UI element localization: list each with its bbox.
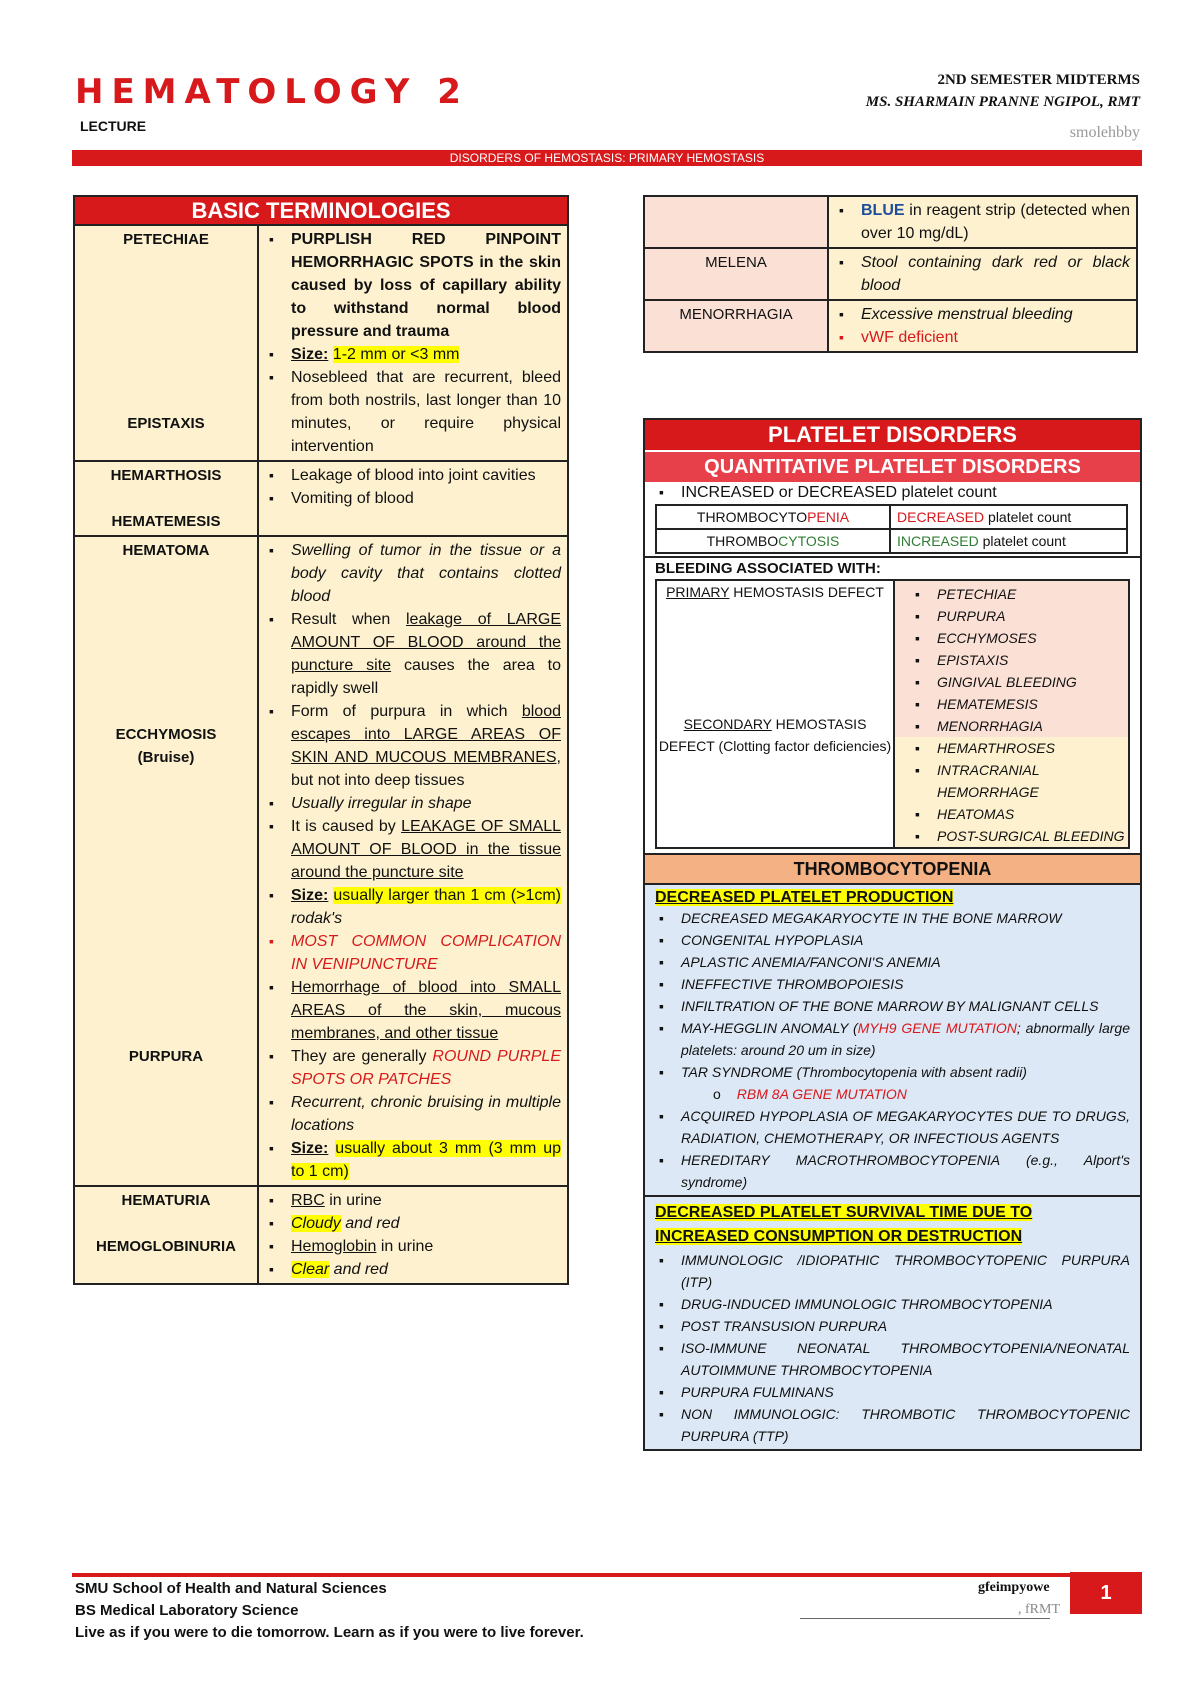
list-item: ▪ Clear and red bbox=[291, 1258, 561, 1281]
list-item: ▪ HEATOMAS bbox=[937, 803, 1128, 825]
term-hemarthosis: HEMARTHOSIS bbox=[110, 467, 222, 484]
bleeding-table bbox=[655, 579, 1130, 849]
list-item: ▪ PETECHIAE bbox=[937, 583, 1128, 605]
secondary-list bbox=[895, 737, 1128, 847]
professor-name: MS. SHARMAIN PRANNE NGIPOL, RMT bbox=[865, 94, 1140, 110]
production-list bbox=[655, 907, 1130, 1017]
table-row bbox=[644, 196, 1137, 248]
document-subtitle: LECTURE bbox=[80, 118, 147, 134]
footer-program: BS Medical Laboratory Science bbox=[75, 1602, 299, 1619]
list-item: ▪ Size: usually about 3 mm (3 mm up to 1 cm) bbox=[291, 1137, 561, 1183]
secondary-defect-label: SECONDARY HEMOSTASIS DEFECT (Clotting factor deficiencies) bbox=[658, 716, 892, 754]
footer-motto: Live as if you were to die tomorrow. Learn as if you were to live forever. bbox=[75, 1624, 584, 1641]
list-item: ▪ Vomiting of blood bbox=[291, 487, 561, 510]
table-row bbox=[74, 461, 568, 536]
platelet-disorders-box: PLATELET DISORDERS QUANTITATIVE PLATELET DISORDERS ▪ INCREASED or DECREASED platelet count THROMBOCYTOPENIA DECREASED platelet count THROMBOCYTOSIS INCREASED platelet count BLEEDING ASSOCIATED WITH: PRIMARY HEMOSTASIS DEFECT SECONDARY HEMOSTASIS DEFECT (Clotting factor deficiencies) ▪ PETECHIAE ▪ PURPURA ▪ ECCHYMOSES ▪ EPISTAXIS ▪ GINGIVAL BLEEDING ▪ HEMATEMESIS ▪ MENORRHAGIA ▪ HEMARTHROSES ▪ INTRACRANIAL HEMORRHAGE ▪ HEATOMAS ▪ POST-SURGICAL BLEEDING THROMBOCYTOPENIA DECREASED PLATELET PRODUCTION ▪ DECREASED MEGAKARYOCYTE IN THE BONE MARROW ▪ CONGENITAL HYPOPLASIA ▪ APLASTIC ANEMIA/FANCONI'S ANEMIA ▪ INEFFECTIVE THROMBOPOIESIS ▪ INFILTRATION OF THE BONE MARROW BY MALIGNANT CELLS ▪ MAY-HEGGLIN ANOMALY (MYH9 GENE MUTATION; abnormally large platelets: around 20 um in size) ▪ TAR SYNDROME (Thrombocytopenia with absent radii) o RBM 8A GENE MUTATION ▪ ACQUIRED HYPOPLASIA OF MEGAKARYOCYTES DUE TO DRUGS, RADIATION, CHEMOTHERAPY, OR INFECTIOUS AGENTS ▪ HEREDITARY MACROTHROMBOCYTOPENIA (e.g., Alport's syndrome) DECREASED PLATELET SURVIVAL TIME DUE TO INCREASED CONSUMPTION OR DESTRUCTION ▪ IMMUNOLOGIC /IDIOPATHIC THROMBOCYTOPENIC PURPURA (ITP) ▪ DRUG-INDUCED IMMUNOLOGIC THROMBOCYTOPENIA ▪ POST TRANSUSION PURPURA ▪ ISO-IMMUNE NEONATAL THROMBOCYTOPENIA/NEONATAL AUTOIMMUNE THROMBOCYTOPENIA ▪ PURPURA FULMINANS ▪ NON IMMUNOLOGIC: THROMBOTIC THROMBOCYTOPENIC PURPURA (TTP) bbox=[643, 418, 1142, 1451]
decreased-survival-title: DECREASED PLATELET SURVIVAL TIME DUE TO INCREASED CONSUMPTION OR DESTRUCTION bbox=[655, 1204, 1033, 1245]
list-item: ▪ Size: usually larger than 1 cm (>1cm) rodak's bbox=[291, 884, 561, 930]
list-item: ▪ DRUG-INDUCED IMMUNOLOGIC THROMBOCYTOPENIA bbox=[681, 1293, 1130, 1315]
table-row bbox=[644, 248, 1137, 300]
list-item: ▪ INEFFECTIVE THROMBOPOIESIS bbox=[681, 973, 1130, 995]
list-item: ▪ ACQUIRED HYPOPLASIA OF MEGAKARYOCYTES DUE TO DRUGS, RADIATION, CHEMOTHERAPY, OR INFECTIOUS AGENTS bbox=[681, 1105, 1130, 1149]
term-hematuria: HEMATURIA bbox=[121, 1192, 211, 1209]
list-item: ▪ Size: 1-2 mm or <3 mm bbox=[291, 343, 561, 366]
table-row bbox=[644, 300, 1137, 352]
term-menorrhagia: MENORRHAGIA bbox=[644, 300, 828, 352]
list-item: ▪ INTRACRANIAL HEMORRHAGE bbox=[937, 759, 1128, 803]
table-row: THROMBOCYTOSIS INCREASED platelet count bbox=[656, 529, 1127, 553]
list-item: ▪ PURPLISH RED PINPOINT HEMORRHAGIC SPOTS in the skin caused by loss of capillary ability to withstand normal blood pressure and trauma bbox=[291, 228, 561, 343]
list-item: ▪ NON IMMUNOLOGIC: THROMBOTIC THROMBOCYTOPENIC PURPURA (TTP) bbox=[681, 1403, 1130, 1447]
list-item: ▪ Result when leakage of LARGE AMOUNT OF BLOOD around the puncture site causes the area to rapidly swell bbox=[291, 608, 561, 700]
list-item: ▪ Stool containing dark red or black blood bbox=[861, 251, 1130, 297]
bleeding-label: BLEEDING ASSOCIATED WITH: bbox=[645, 556, 1140, 579]
table-heading: BASIC TERMINOLOGIES bbox=[74, 196, 568, 225]
decreased-production-title: DECREASED PLATELET PRODUCTION bbox=[655, 889, 954, 906]
frmt-label: , fRMT bbox=[1018, 1602, 1060, 1617]
list-item: ▪ Cloudy and red bbox=[291, 1212, 561, 1235]
list-item: ▪ IMMUNOLOGIC /IDIOPATHIC THROMBOCYTOPENIC PURPURA (ITP) bbox=[681, 1249, 1130, 1293]
list-item: ▪ APLASTIC ANEMIA/FANCONI'S ANEMIA bbox=[681, 951, 1130, 973]
list-item: ▪ PURPURA bbox=[937, 605, 1128, 627]
topic-band: DISORDERS OF HEMOSTASIS: PRIMARY HEMOSTASIS bbox=[72, 150, 1142, 166]
table-row bbox=[74, 1186, 568, 1284]
author-handle: smolehbby bbox=[1069, 124, 1140, 141]
list-item: ▪ Form of purpura in which blood escapes into LARGE AREAS OF SKIN AND MUCOUS MEMBRANES, but not into deep tissues bbox=[291, 700, 561, 792]
list-item: ▪ They are generally ROUND PURPLE SPOTS OR PATCHES bbox=[291, 1045, 561, 1091]
list-item: ▪ PURPURA FULMINANS bbox=[681, 1381, 1130, 1403]
list-item: ▪ POST TRANSUSION PURPURA bbox=[681, 1315, 1130, 1337]
table-row bbox=[74, 536, 568, 1186]
term-hemoglobinuria: HEMOGLOBINURIA bbox=[96, 1238, 236, 1255]
list-item: ▪ Nosebleed that are recurrent, bleed from both nostrils, last longer than 10 minutes, or require physical intervention bbox=[291, 366, 561, 458]
table-row: THROMBOCYTOPENIA DECREASED platelet count bbox=[656, 505, 1127, 529]
list-item: ▪ EPISTAXIS bbox=[937, 649, 1128, 671]
list-item: ▪ MENORRHAGIA bbox=[937, 715, 1128, 737]
page-number: 1 bbox=[1070, 1572, 1142, 1614]
footer-rule bbox=[72, 1573, 1132, 1577]
list-item: ▪ BLUE in reagent strip (detected when over 10 mg/dL) bbox=[861, 199, 1130, 245]
list-item: ▪ Excessive menstrual bleeding bbox=[861, 303, 1130, 326]
list-item: ▪ MOST COMMON COMPLICATION IN VENIPUNCTURE bbox=[291, 930, 561, 976]
list-item: ▪ ISO-IMMUNE NEONATAL THROMBOCYTOPENIA/NEONATAL AUTOIMMUNE THROMBOCYTOPENIA bbox=[681, 1337, 1130, 1381]
list-item: ▪ Swelling of tumor in the tissue or a body cavity that contains clotted blood bbox=[291, 539, 561, 608]
list-item: ▪ INFILTRATION OF THE BONE MARROW BY MALIGNANT CELLS bbox=[681, 995, 1130, 1017]
platelet-disorders-heading: PLATELET DISORDERS bbox=[645, 420, 1140, 450]
document-title: HEMATOLOGY 2 bbox=[75, 72, 469, 112]
list-item: ▪ Leakage of blood into joint cavities bbox=[291, 464, 561, 487]
list-item: ▪ CONGENITAL HYPOPLASIA bbox=[681, 929, 1130, 951]
term-purpura: PURPURA bbox=[128, 1048, 204, 1065]
term-ecchymosis: ECCHYMOSIS bbox=[115, 726, 217, 743]
basic-terminologies-table bbox=[73, 195, 569, 1285]
list-item: ▪ Recurrent, chronic bruising in multiple locations bbox=[291, 1091, 561, 1137]
list-item: ▪ INCREASED or DECREASED platelet count bbox=[681, 484, 1130, 502]
thrombocytopenia-heading: THROMBOCYTOPENIA bbox=[645, 853, 1140, 885]
signature-line bbox=[800, 1602, 1050, 1619]
production-list-2 bbox=[655, 1105, 1130, 1193]
term-melena: MELENA bbox=[644, 248, 828, 300]
primary-defect-label: PRIMARY HEMOSTASIS DEFECT bbox=[666, 584, 884, 600]
list-item: ▪ HEMATEMESIS bbox=[937, 693, 1128, 715]
list-item: ▪ ECCHYMOSES bbox=[937, 627, 1128, 649]
term-bruise: (Bruise) bbox=[137, 749, 195, 766]
list-item: ▪ MAY-HEGGLIN ANOMALY (MYH9 GENE MUTATION; abnormally large platelets: around 20 um in size) bbox=[681, 1017, 1130, 1061]
list-item: ▪ Hemorrhage of blood into SMALL AREAS of the skin, mucous membranes, and other tissue bbox=[291, 976, 561, 1045]
term-hematoma: HEMATOMA bbox=[122, 542, 210, 559]
quantitative-heading: QUANTITATIVE PLATELET DISORDERS bbox=[645, 450, 1140, 482]
survival-list bbox=[655, 1249, 1130, 1447]
list-item: ▪ TAR SYNDROME (Thrombocytopenia with absent radii) bbox=[681, 1061, 1130, 1083]
list-item: ▪ vWF deficient bbox=[861, 326, 1130, 349]
list-item: ▪ Usually irregular in shape bbox=[291, 792, 561, 815]
primary-list bbox=[895, 581, 1128, 737]
list-item: ▪ DECREASED MEGAKARYOCYTE IN THE BONE MARROW bbox=[681, 907, 1130, 929]
term-epistaxis: EPISTAXIS bbox=[127, 415, 205, 432]
signature: gfeimpyowe bbox=[978, 1580, 1050, 1595]
terminologies-continued-table bbox=[643, 195, 1138, 353]
list-item: ▪ HEREDITARY MACROTHROMBOCYTOPENIA (e.g., Alport's syndrome) bbox=[681, 1149, 1130, 1193]
list-item: ▪ RBC in urine bbox=[291, 1189, 561, 1212]
footer-school: SMU School of Health and Natural Sciences bbox=[75, 1580, 387, 1597]
list-item: ▪ HEMARTHROSES bbox=[937, 737, 1128, 759]
rbm-mutation: RBM 8A GENE MUTATION bbox=[736, 1086, 907, 1102]
count-table bbox=[655, 504, 1128, 554]
list-item: ▪ It is caused by LEAKAGE OF SMALL AMOUNT OF BLOOD in the tissue around the puncture site bbox=[291, 815, 561, 884]
list-item: ▪ GINGIVAL BLEEDING bbox=[937, 671, 1128, 693]
table-row bbox=[74, 225, 568, 461]
term-hematemesis: HEMATEMESIS bbox=[111, 513, 221, 530]
semester-label: 2ND SEMESTER MIDTERMS bbox=[937, 72, 1140, 88]
list-item: ▪ POST-SURGICAL BLEEDING bbox=[937, 825, 1128, 847]
term-petechiae: PETECHIAE bbox=[123, 231, 209, 248]
list-item: ▪ Hemoglobin in urine bbox=[291, 1235, 561, 1258]
